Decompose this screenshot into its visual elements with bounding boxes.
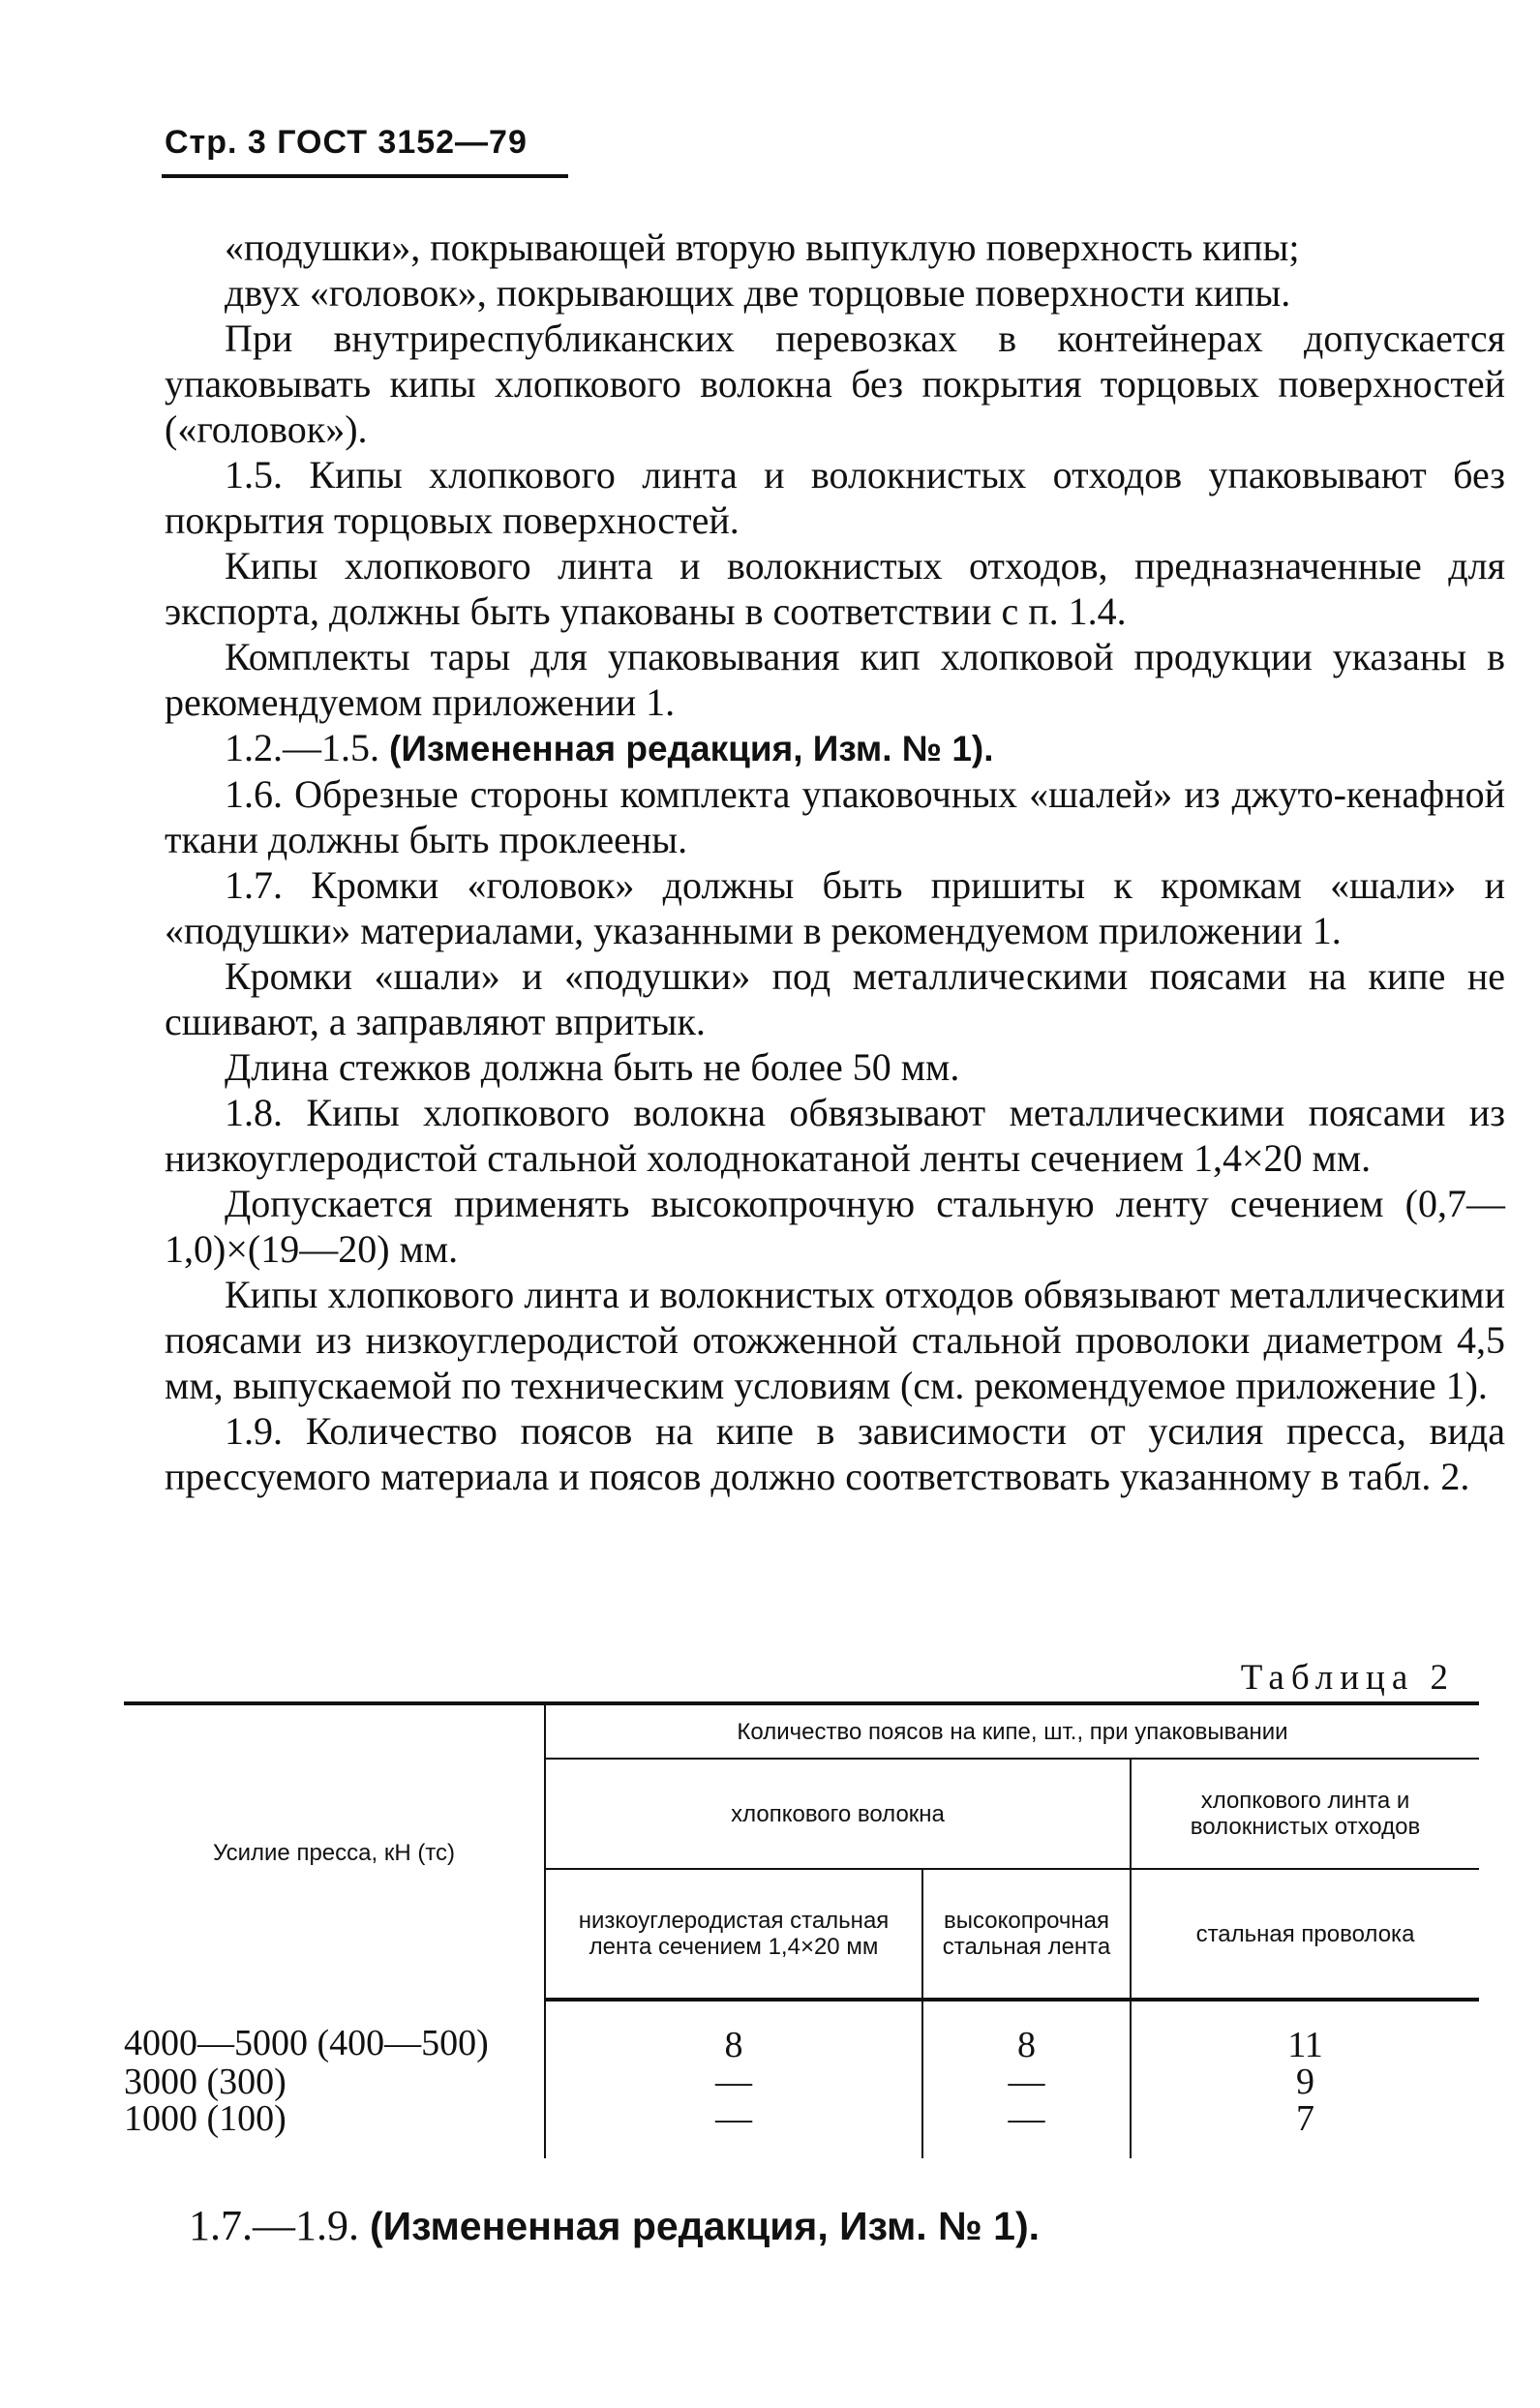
header-steel-wire: стальная проволока xyxy=(1131,1869,1479,2000)
table-row xyxy=(124,2100,1479,2158)
paragraph: двух «головок», покрывающих две торцовые поверхности кипы. xyxy=(225,271,1291,315)
header-cotton-lint: хлопкового линта и волокнистых отходов xyxy=(1131,1759,1479,1869)
paragraph: Комплекты тары для упаковывания кип хлопковой продукции указаны в рекомендуемом приложении 1. xyxy=(165,635,1505,724)
paragraph: «подушки», покрывающей вторую выпуклую поверхность кипы; xyxy=(225,226,1300,269)
cell-press: 3000 (300) xyxy=(124,2062,287,2102)
cell-low-carbon: 8 xyxy=(545,2000,922,2063)
cell-high-strength: — xyxy=(922,2100,1131,2158)
page-header: Стр. 3 ГОСТ 3152—79 xyxy=(165,124,528,161)
cell-press: 1000 (100) xyxy=(124,2098,287,2139)
amendment-text: (Измененная редакция, Изм. № 1). xyxy=(389,729,994,768)
cell-low-carbon: — xyxy=(545,2100,922,2158)
cell-wire: 7 xyxy=(1131,2100,1479,2158)
header-belts-count: Количество поясов на кипе, шт., при упаковывании xyxy=(545,1703,1479,1759)
header-cotton-fiber: хлопкового волокна xyxy=(545,1759,1131,1869)
amendment-range: 1.2.—1.5. xyxy=(225,726,379,769)
header-rule xyxy=(162,174,568,178)
cell-press: 4000—5000 (400—500) xyxy=(124,2023,489,2063)
cell-low-carbon: — xyxy=(545,2063,922,2100)
table-row xyxy=(124,2063,1479,2100)
header-high-strength-tape: высокопрочная стальная лента xyxy=(922,1869,1131,2000)
paragraph: 1.9. Количество поясов на кипе в зависимости от усилия пресса, вида прессуемого материала и поясов должно соответствовать указанному в табл. 2. xyxy=(165,1409,1505,1498)
cell-wire: 11 xyxy=(1131,2000,1479,2063)
header-low-carbon-tape: низкоуглеродистая стальная лента сечением 1,4×20 мм xyxy=(545,1869,922,2000)
paragraph: Кипы хлопкового линта и волокнистых отходов обвязывают металлическими поясами из низкоуглеродистой отожженной стальной проволоки диаметром 4,5 мм, выпускаемой по техническим условиям (см. рекомендуемое приложение 1). xyxy=(165,1273,1505,1407)
table-2 xyxy=(124,1701,1479,2158)
cell-high-strength: 8 xyxy=(922,2000,1131,2063)
table-row xyxy=(124,2000,1479,2063)
amendment-range: 1.7.—1.9. xyxy=(189,2202,359,2249)
paragraph: 1.6. Обрезные стороны комплекта упаковочных «шалей» из джуто-кенафной ткани должны быть проклеены. xyxy=(165,772,1505,861)
paragraph: 1.8. Кипы хлопкового волокна обвязывают металлическими поясами из низкоуглеродистой стальной холоднокатаной ленты сечением 1,4×20 мм. xyxy=(165,1091,1505,1180)
paragraph: 1.5. Кипы хлопкового линта и волокнистых отходов упаковывают без покрытия торцовых поверхностей. xyxy=(165,453,1505,542)
table-title: Таблица 2 xyxy=(1240,1658,1455,1698)
header-press-force: Усилие пресса, кН (тс) xyxy=(124,1703,545,2000)
cell-high-strength: — xyxy=(922,2063,1131,2100)
paragraph: Длина стежков должна быть не более 50 мм. xyxy=(225,1045,960,1089)
paragraph: При внутриреспубликанских перевозках в контейнерах допускается упаковывать кипы хлопкового волокна без покрытия торцовых поверхностей («головок»). xyxy=(165,316,1505,451)
amendment-note xyxy=(165,725,1505,771)
paragraph: 1.7. Кромки «головок» должны быть пришиты к кромкам «шали» и «подушки» материалами, указанными в рекомендуемом приложении 1. xyxy=(165,863,1505,952)
paragraph: Кромки «шали» и «подушки» под металлическими поясами на кипе не сшивают, а заправляют впритык. xyxy=(165,954,1505,1043)
body-text xyxy=(165,225,1505,1499)
amendment-text: (Измененная редакция, Изм. № 1). xyxy=(370,2204,1041,2248)
cell-wire: 9 xyxy=(1131,2063,1479,2100)
amendment-note xyxy=(189,2201,1040,2250)
paragraph: Допускается применять высокопрочную стальную ленту сечением (0,7—1,0)×(19—20) мм. xyxy=(165,1182,1505,1271)
paragraph: Кипы хлопкового линта и волокнистых отходов, предназначенные для экспорта, должны быть упакованы в соответствии с п. 1.4. xyxy=(165,544,1505,633)
